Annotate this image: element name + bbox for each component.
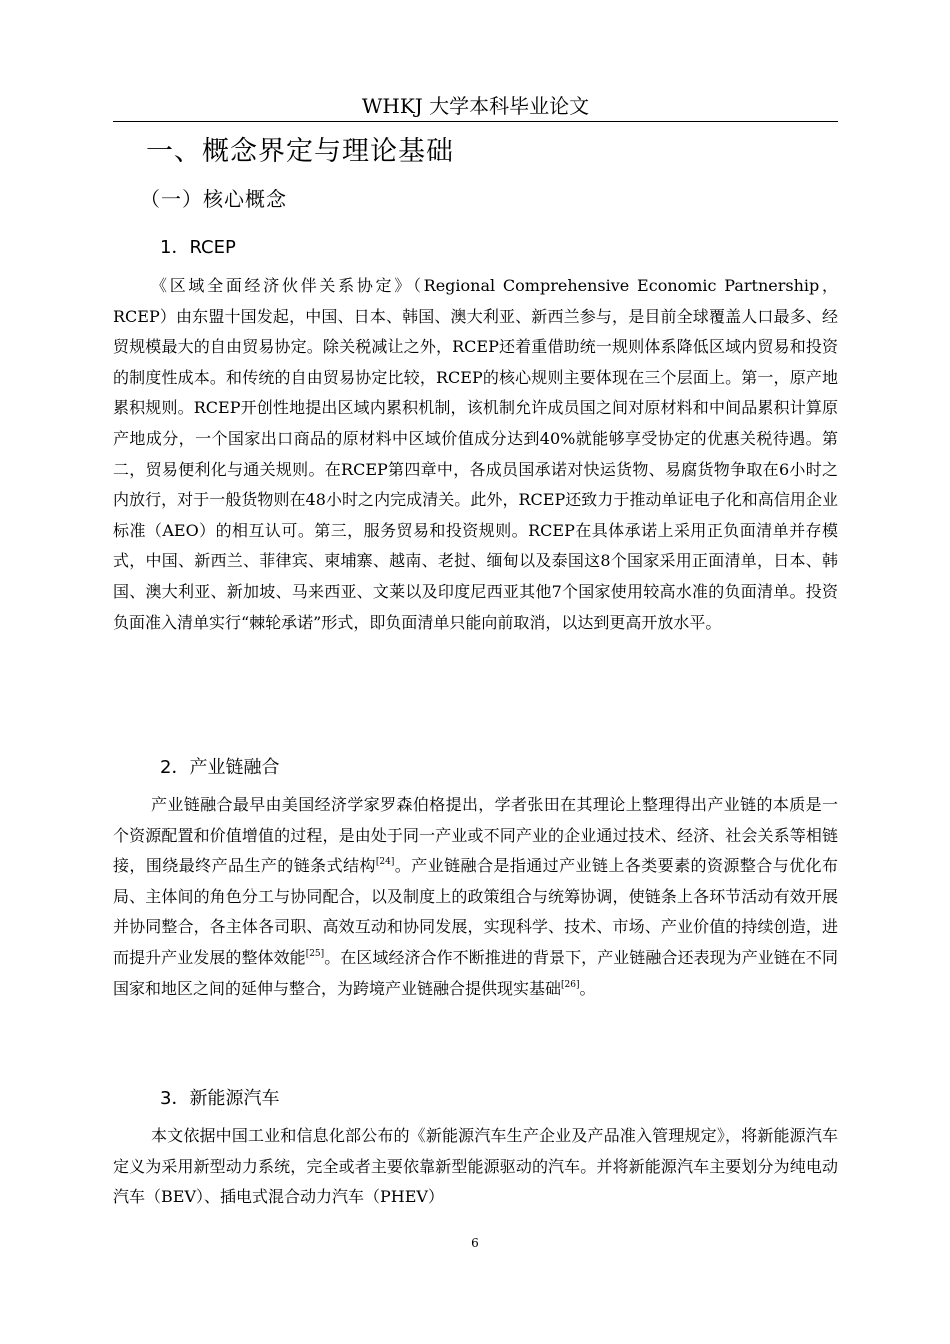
page-header: WHKJ 大学本科毕业论文	[361, 94, 590, 118]
paragraph-nev: 本文依据中国工业和信息化部公布的《新能源汽车生产企业及产品准入管理规定》，将新能源汽车定义为采用新型动力系统，完全或者主要依靠新型能源驱动的汽车。并将新能源汽车主要划分为纯电动汽车（BEV）、插电式混合动力汽车（PHEV）	[113, 1126, 838, 1207]
paragraph-text: 。	[579, 978, 596, 998]
citation-ref: [25]	[305, 948, 325, 959]
subsection-title-nev: 3．新能源汽车	[160, 1088, 280, 1109]
page-number: 6	[471, 1236, 479, 1250]
section-title: （一）核心概念	[140, 187, 287, 211]
paragraph-text: 产业链融合最早由美国经济学家罗森伯格提出，学者张田在其理论上整理得出产业链的本质是一个资源配置和价值增值的过程，是由处于同一产业或不同产业的企业通过技术、经济、社会关系等相链接，围绕最终产品生产的链条式结构	[113, 795, 838, 876]
citation-ref: [26]	[561, 979, 580, 990]
header-divider	[113, 121, 838, 122]
subsection-title-rcep: 1．RCEP	[160, 237, 236, 258]
paragraph-rcep: 《区域全面经济伙伴关系协定》（Regional Comprehensive Economic Partnership，RCEP）由东盟十国发起，中国、日本、韩国、澳大利亚、新西兰参与，是目前全球覆盖人口最多、经贸规模最大的自由贸易协定。除关税减让之外，RCEP还着重借助统一规则体系降低区域内贸易和投资的制度性成本。和传统的自由贸易协定比较，RCEP的核心规则主要体现在三个层面上。第一，原产地累积规则。RCEP开创性地提出区域内累积机制，该机制允许成员国之间对原材料和中间品累积计算原产地成分，一个国家出口商品的原材料中区域价值成分达到40%就能够享受协定的优惠关税待遇。第二，贸易便利化与通关规则。在RCEP第四章中，各成员国承诺对快运货物、易腐货物争取在6小时之内放行，对于一般货物则在48小时之内完成清关。此外，RCEP还致力于推动单证电子化和高信用企业标准（AEO）的相互认可。第三，服务贸易和投资规则。RCEP在具体承诺上采用正负面清单并存模式，中国、新西兰、菲律宾、柬埔寨、越南、老挝、缅甸以及泰国这8个国家采用正面清单，日本、韩国、澳大利亚、新加坡、马来西亚、文莱以及印度尼西亚其他7个国家使用较高水准的负面清单。投资负面准入清单实行“棘轮承诺”形式，即负面清单只能向前取消，以达到更高开放水平。	[113, 276, 838, 632]
paragraph-text: 。产业链融合是指通过产业链上各类要素的资源整合与优化布局、主体间的角色分工与协同配合，以及制度上的政策组合与统筹协调，使链条上各环节活动有效开展并协同整合，各主体各司职、高效互动和协同发展，实现科学、技术、市场、产业价值的持续创造，进而提升产业发展的整体效能	[113, 856, 838, 967]
chapter-title: 一、概念界定与理论基础	[146, 136, 454, 167]
paragraph-text: 。在区域经济合作不断推进的背景下，产业链融合还表现为产业链在不同国家和地区之间的延伸与整合，为跨境产业链融合提供现实基础	[113, 947, 838, 998]
paragraph-industry-chain	[113, 790, 838, 1004]
citation-ref: [24]	[375, 857, 395, 868]
subsection-title-industry-chain: 2．产业链融合	[160, 757, 280, 778]
